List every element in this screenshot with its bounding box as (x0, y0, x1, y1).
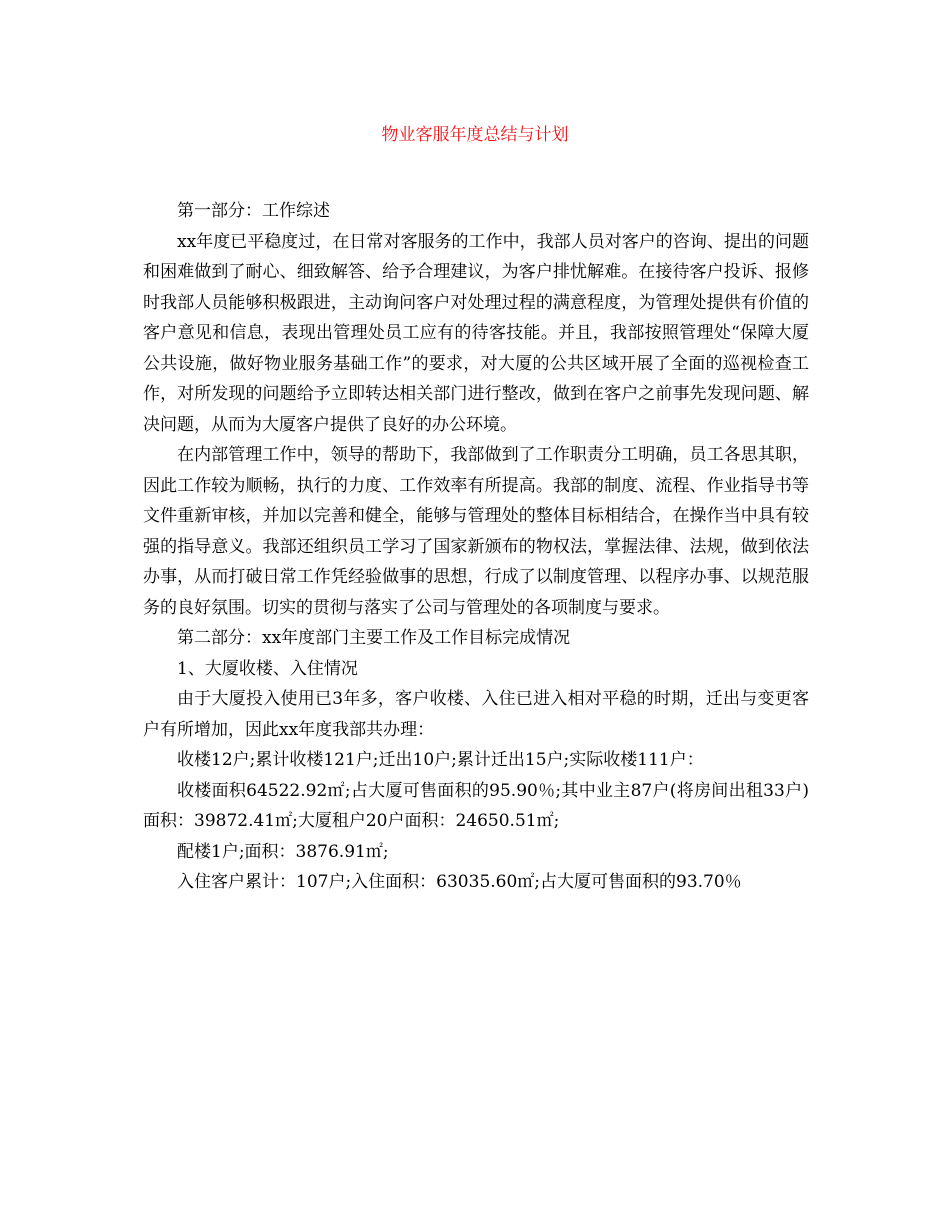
body-paragraph: 在内部管理工作中，领导的帮助下，我部做到了工作职责分工明确，员工各思其职，因此工作较为顺畅，执行的力度、工作效率有所提高。我部的制度、流程、作业指导书等文件重新审核，并加以完善和健全，能够与管理处的整体目标相结合，在操作当中具有较强的指导意义。我部还组织员工学习了国家新颁布的物权法，掌握法律、法规，做到依法办事，从而打破日常工作凭经验做事的思想，行成了以制度管理、以程序办事、以规范服务的良好氛围。切实的贯彻与落实了公司与管理处的各项制度与要求。 (143, 445, 809, 618)
section-heading: 第一部分：工作综述 (177, 201, 330, 221)
subsection-heading: 1、大厦收楼、入住情况 (177, 658, 358, 679)
document-body (143, 196, 809, 898)
document-title: 物业客服年度总结与计划 (381, 125, 569, 145)
section-heading: 第二部分：xx年度部门主要工作及工作目标完成情况 (177, 628, 571, 648)
body-paragraph: 配楼1户;面积：3876.91㎡; (177, 841, 389, 862)
body-paragraph: 收楼面积64522.92㎡;占大厦可售面积的95.90％;其中业主87户(将房间出租33户)面积：39872.41㎡;大厦租户20户面积：24650.51㎡; (143, 780, 809, 831)
body-paragraph: 由于大厦投入使用已3年多，客户收楼、入住已进入相对平稳的时期，迁出与变更客户有所增加，因此xx年度我部共办理： (143, 689, 809, 740)
body-paragraph: xx年度已平稳度过，在日常对客服务的工作中，我部人员对客户的咨询、提出的问题和困难做到了耐心、细致解答、给予合理建议，为客户排忧解难。在接待客户投诉、报修时我部人员能够积极跟进，主动询问客户对处理过程的满意程度，为管理处提供有价值的客户意见和信息，表现出管理处员工应有的待客技能。并且，我部按照管理处“保障大厦公共设施，做好物业服务基础工作”的要求，对大厦的公共区域开展了全面的巡视检查工作，对所发现的问题给予立即转达相关部门进行整改，做到在客户之前事先发现问题、解决问题，从而为大厦客户提供了良好的办公环境。 (143, 231, 809, 435)
body-paragraph: 入住客户累计：107户;入住面积：63035.60㎡;占大厦可售面积的93.70％ (177, 872, 742, 892)
body-paragraph: 收楼12户;累计收楼121户;迁出10户;累计迁出15户;实际收楼111户： (177, 750, 704, 770)
